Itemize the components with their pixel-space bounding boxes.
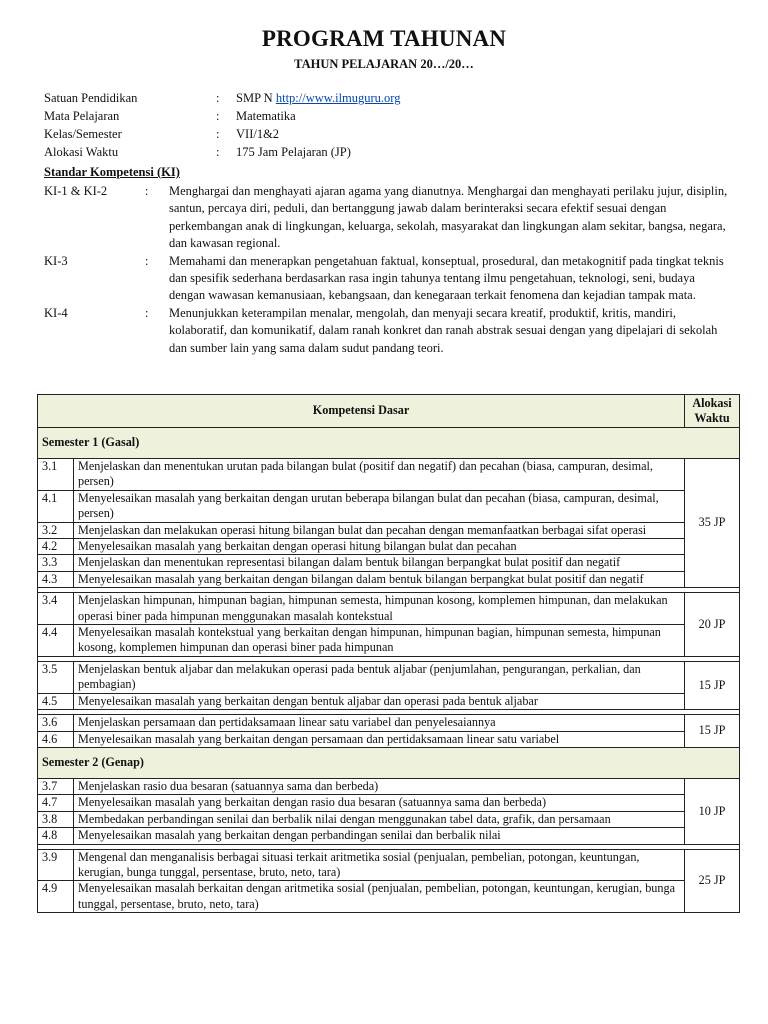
kd-number: 4.5 <box>38 693 74 709</box>
kd-number: 3.7 <box>38 778 74 794</box>
school-name: SMP N <box>236 91 273 105</box>
ki-text: Menghargai dan menghayati ajaran agama yang dianutnya. Menghargai dan menghayati perilaku jujur, disiplin, santun, percaya diri, peduli, dan bertanggung jawab dalam berinteraksi secara efektif sesuai dengan perkembangan anak di lingkungan, keluarga, sekolah, masyarakat dan lingkungan alam sekitar, bangsa, negara, dan kawasan regional. <box>169 184 728 251</box>
kd-description: Menyelesaikan masalah yang berkaitan dengan persamaan dan pertidaksamaan linear satu variabel <box>74 731 685 747</box>
kd-description: Menjelaskan dan melakukan operasi hitung bilangan bulat dan pecahan dengan memanfaatkan berbagai sifat operasi <box>74 522 685 538</box>
kd-description: Menyelesaikan masalah yang berkaitan dengan bilangan dalam bentuk bilangan berpangkat bulat positif dan negatif <box>74 571 685 587</box>
page-title: PROGRAM TAHUNAN <box>261 26 507 51</box>
ki-text: Memahami dan menerapkan pengetahuan faktual, konseptual, prosedural, dan metakognitif pada tingkat teknis dan spesifik sederhana berdasarkan rasa ingin tahunya tentang ilmu pengetahuan, teknologi, seni, budaya dengan wawasan kemanusiaan, kebangsaan, dan kenegaraan terkait fenomena dan kejadian tampak mata. <box>169 253 724 303</box>
school-link[interactable]: http://www.ilmuguru.org <box>275 91 401 105</box>
kd-description: Menjelaskan rasio dua besaran (satuannya sama dan berbeda) <box>74 778 685 794</box>
colon: : <box>216 91 220 105</box>
colon: : <box>216 145 220 159</box>
identity-value <box>236 89 401 107</box>
semester-label: Semester 1 (Gasal) <box>38 428 740 459</box>
kd-number: 4.4 <box>38 625 74 657</box>
kd-number: 4.3 <box>38 571 74 587</box>
identity-label: Satuan Pendidikan <box>44 91 138 105</box>
ki-item <box>44 305 734 357</box>
table-row <box>38 795 740 811</box>
kd-number: 4.8 <box>38 828 74 844</box>
semester-row <box>38 747 740 778</box>
ki-code: KI-4 <box>44 305 68 320</box>
table-row <box>38 490 740 522</box>
kd-number: 3.1 <box>38 459 74 491</box>
table-row <box>38 593 740 625</box>
header-alokasi-waktu: Alokasi Waktu <box>685 395 740 428</box>
semester-label: Semester 2 (Genap) <box>38 747 740 778</box>
kd-description: Menyelesaikan masalah yang berkaitan dengan rasio dua besaran (satuannya sama dan berbeda) <box>74 795 685 811</box>
kd-description: Menyelesaikan masalah yang berkaitan dengan urutan beberapa bilangan bulat dan pecahan (biasa, campuran, desimal, persen) <box>74 490 685 522</box>
alokasi-waktu-cell: 15 JP <box>685 661 740 709</box>
kd-description: Menjelaskan persamaan dan pertidaksamaan linear satu variabel dan penyelesaiannya <box>74 715 685 731</box>
table-row <box>38 881 740 913</box>
kd-number: 4.6 <box>38 731 74 747</box>
kd-number: 3.8 <box>38 811 74 827</box>
table-row <box>38 539 740 555</box>
kd-number: 3.3 <box>38 555 74 571</box>
ki-item <box>44 253 734 305</box>
kd-number: 4.1 <box>38 490 74 522</box>
identity-value: 175 Jam Pelajaran (JP) <box>236 145 351 159</box>
kd-number: 3.6 <box>38 715 74 731</box>
alokasi-waktu-cell: 35 JP <box>685 459 740 588</box>
kd-number: 3.4 <box>38 593 74 625</box>
ki-code: KI-3 <box>44 253 68 268</box>
table-row <box>38 849 740 881</box>
kd-number: 3.5 <box>38 661 74 693</box>
alokasi-waktu-cell: 15 JP <box>685 715 740 748</box>
table-row <box>38 625 740 657</box>
kd-number: 4.7 <box>38 795 74 811</box>
kd-description: Menyelesaikan masalah yang berkaitan dengan operasi hitung bilangan bulat dan pecahan <box>74 539 685 555</box>
identity-label: Alokasi Waktu <box>44 145 119 159</box>
header-kompetensi-dasar: Kompetensi Dasar <box>38 395 685 428</box>
table-row <box>38 459 740 491</box>
ki-code: KI-1 & KI-2 <box>44 184 108 198</box>
colon: : <box>216 109 220 123</box>
identity-label: Mata Pelajaran <box>44 109 120 123</box>
kd-description: Menjelaskan dan menentukan representasi bilangan dalam bentuk bilangan berpangkat bulat positif dan negatif <box>74 555 685 571</box>
alokasi-waktu-cell: 20 JP <box>685 593 740 657</box>
colon: : <box>145 305 149 320</box>
kd-description: Mengenal dan menganalisis berbagai situasi terkait aritmetika sosial (penjualan, pembelian, potongan, keuntungan, kerugian, bunga tunggal, persentase, bruto, neto, tara) <box>74 849 685 881</box>
kd-description: Menyelesaikan masalah yang berkaitan dengan bentuk aljabar dan operasi pada bentuk aljabar <box>74 693 685 709</box>
kd-description: Menjelaskan himpunan, himpunan bagian, himpunan semesta, himpunan kosong, komplemen himpunan, dan melakukan operasi biner pada himpunan menggunakan masalah kontekstual <box>74 593 685 625</box>
identity-row <box>44 107 401 125</box>
kd-number: 4.9 <box>38 881 74 913</box>
ki-text: Menunjukkan keterampilan menalar, mengolah, dan menyaji secara kreatif, produktif, kritis, mandiri, kolaboratif, dan komunikatif, dalam ranah konkret dan ranah abstrak sesuai dengan yang dipelajari di sekolah dan sumber lain yang sama dalam sudut pandang teori. <box>169 305 718 355</box>
kd-description: Menjelaskan dan menentukan urutan pada bilangan bulat (positif dan negatif) dan pecahan (biasa, campuran, desimal, persen) <box>74 459 685 491</box>
table-header-row <box>38 395 740 428</box>
identity-row <box>44 143 401 161</box>
identity-label: Kelas/Semester <box>44 127 122 141</box>
identity-block <box>44 89 401 161</box>
table-row <box>38 571 740 587</box>
table-row <box>38 661 740 693</box>
ki-item <box>44 183 734 253</box>
ki-list <box>44 183 734 357</box>
page-subtitle: TAHUN PELAJARAN 20…/20… <box>294 57 474 71</box>
kd-number: 3.2 <box>38 522 74 538</box>
kd-number: 3.9 <box>38 849 74 881</box>
kd-description: Membedakan perbandingan senilai dan berbalik nilai dengan menggunakan tabel data, grafik, dan persamaan <box>74 811 685 827</box>
colon: : <box>145 253 149 268</box>
ki-heading: Standar Kompetensi (KI) <box>44 165 180 179</box>
table-row <box>38 693 740 709</box>
identity-value: Matematika <box>236 109 296 123</box>
kompetensi-dasar-table <box>37 394 740 913</box>
kd-description: Menyelesaikan masalah kontekstual yang berkaitan dengan himpunan, himpunan bagian, himpunan semesta, himpunan kosong, komplemen himpunan dan operasi biner pada himpunan <box>74 625 685 657</box>
table-row <box>38 522 740 538</box>
alokasi-waktu-cell: 25 JP <box>685 849 740 913</box>
semester-row <box>38 428 740 459</box>
kd-description: Menyelesaikan masalah berkaitan dengan aritmetika sosial (penjualan, pembelian, potongan, keuntungan, kerugian, bunga tunggal, persentase, bruto, neto, tara) <box>74 881 685 913</box>
kd-number: 4.2 <box>38 539 74 555</box>
table-row <box>38 778 740 794</box>
alokasi-waktu-cell: 10 JP <box>685 778 740 844</box>
colon: : <box>216 127 220 141</box>
identity-value: VII/1&2 <box>236 127 280 141</box>
identity-row <box>44 125 401 143</box>
table-body <box>38 428 740 913</box>
table-row <box>38 731 740 747</box>
colon: : <box>145 184 149 198</box>
identity-row <box>44 89 401 107</box>
table-row <box>38 811 740 827</box>
table-row <box>38 715 740 731</box>
kd-description: Menjelaskan bentuk aljabar dan melakukan operasi pada bentuk aljabar (penjumlahan, pengurangan, perkalian, dan pembagian) <box>74 661 685 693</box>
table-row <box>38 555 740 571</box>
table-row <box>38 828 740 844</box>
kd-description: Menyelesaikan masalah yang berkaitan dengan perbandingan senilai dan berbalik nilai <box>74 828 685 844</box>
